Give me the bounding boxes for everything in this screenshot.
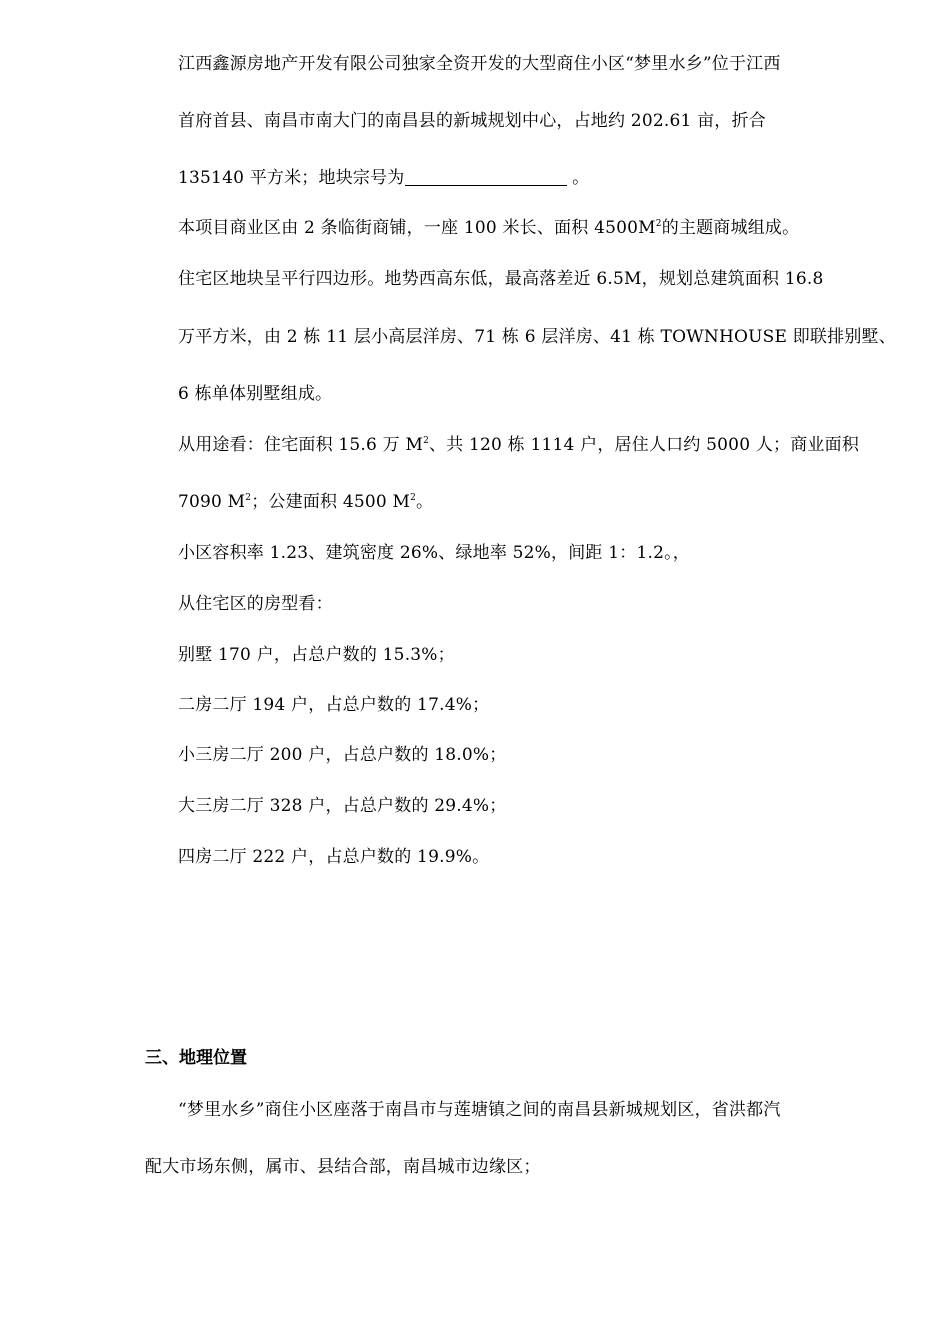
usage-l2-b: ；公建面积 4500 M — [251, 492, 411, 512]
usage-l2-sup1: 2 — [245, 493, 252, 503]
residential-line-2: 万平方米，由 2 栋 11 层小高层洋房、71 栋 6 层洋房、41 栋 TOWNHOUSE 即联排别墅、 — [178, 327, 896, 347]
lot-number-blank — [405, 169, 567, 186]
intro-line-3 — [178, 166, 589, 190]
usage-l1-sup: 2 — [423, 436, 430, 446]
intro-line-3-end: 。 — [572, 168, 590, 188]
usage-line-2 — [178, 490, 433, 514]
unit-type-item: 二房二厅 194 户，占总户数的 17.4%； — [178, 695, 490, 715]
residential-line-3: 6 栋单体别墅组成。 — [178, 384, 333, 404]
usage-l2-sup2: 2 — [410, 493, 417, 503]
unit-type-item: 大三房二厅 328 户，占总户数的 29.4%； — [178, 796, 507, 816]
intro-line-1: 江西鑫源房地产开发有限公司独家全资开发的大型商住小区“梦里水乡”位于江西 — [178, 54, 781, 74]
commercial-line — [178, 216, 799, 240]
unit-type-item: 别墅 170 户，占总户数的 15.3%； — [178, 645, 455, 665]
section-3-title: 三、地理位置 — [145, 1048, 247, 1068]
unit-type-item: 小三房二厅 200 户，占总户数的 18.0%； — [178, 745, 507, 765]
section-3-line-2: 配大市场东侧，属市、县结合部，南昌城市边缘区； — [145, 1157, 541, 1177]
usage-l2-a: 7090 M — [178, 492, 246, 512]
usage-line-1 — [178, 433, 859, 457]
intro-line-2: 首府首县、南昌市南大门的南昌县的新城规划中心，占地约 202.61 亩，折合 — [178, 111, 766, 131]
usage-l1-b: 、共 120 栋 1114 户，居住人口约 5000 人；商业面积 — [429, 435, 860, 455]
usage-l1-a: 从用途看：住宅面积 15.6 万 M — [178, 435, 424, 455]
commercial-sup: 2 — [655, 219, 662, 229]
intro-line-3-text: 135140 平方米；地块宗号为 — [178, 168, 405, 188]
unit-types-heading: 从住宅区的房型看： — [178, 594, 333, 614]
commercial-text-a: 本项目商业区由 2 条临街商铺，一座 100 米长、面积 4500M — [178, 218, 656, 238]
usage-l2-c: 。 — [416, 492, 434, 512]
section-3-line-1: “梦里水乡”商住小区座落于南昌市与莲塘镇之间的南昌县新城规划区，省洪都汽 — [178, 1100, 781, 1120]
residential-line-1: 住宅区地块呈平行四边形。地势西高东低，最高落差近 6.5M，规划总建筑面积 16.8 — [178, 269, 824, 289]
ratios-line: 小区容积率 1.23、建筑密度 26%、绿地率 52%，间距 1：1.2。， — [178, 543, 690, 563]
unit-type-item: 四房二厅 222 户，占总户数的 19.9%。 — [178, 847, 490, 867]
commercial-text-b: 的主题商城组成。 — [661, 218, 800, 238]
